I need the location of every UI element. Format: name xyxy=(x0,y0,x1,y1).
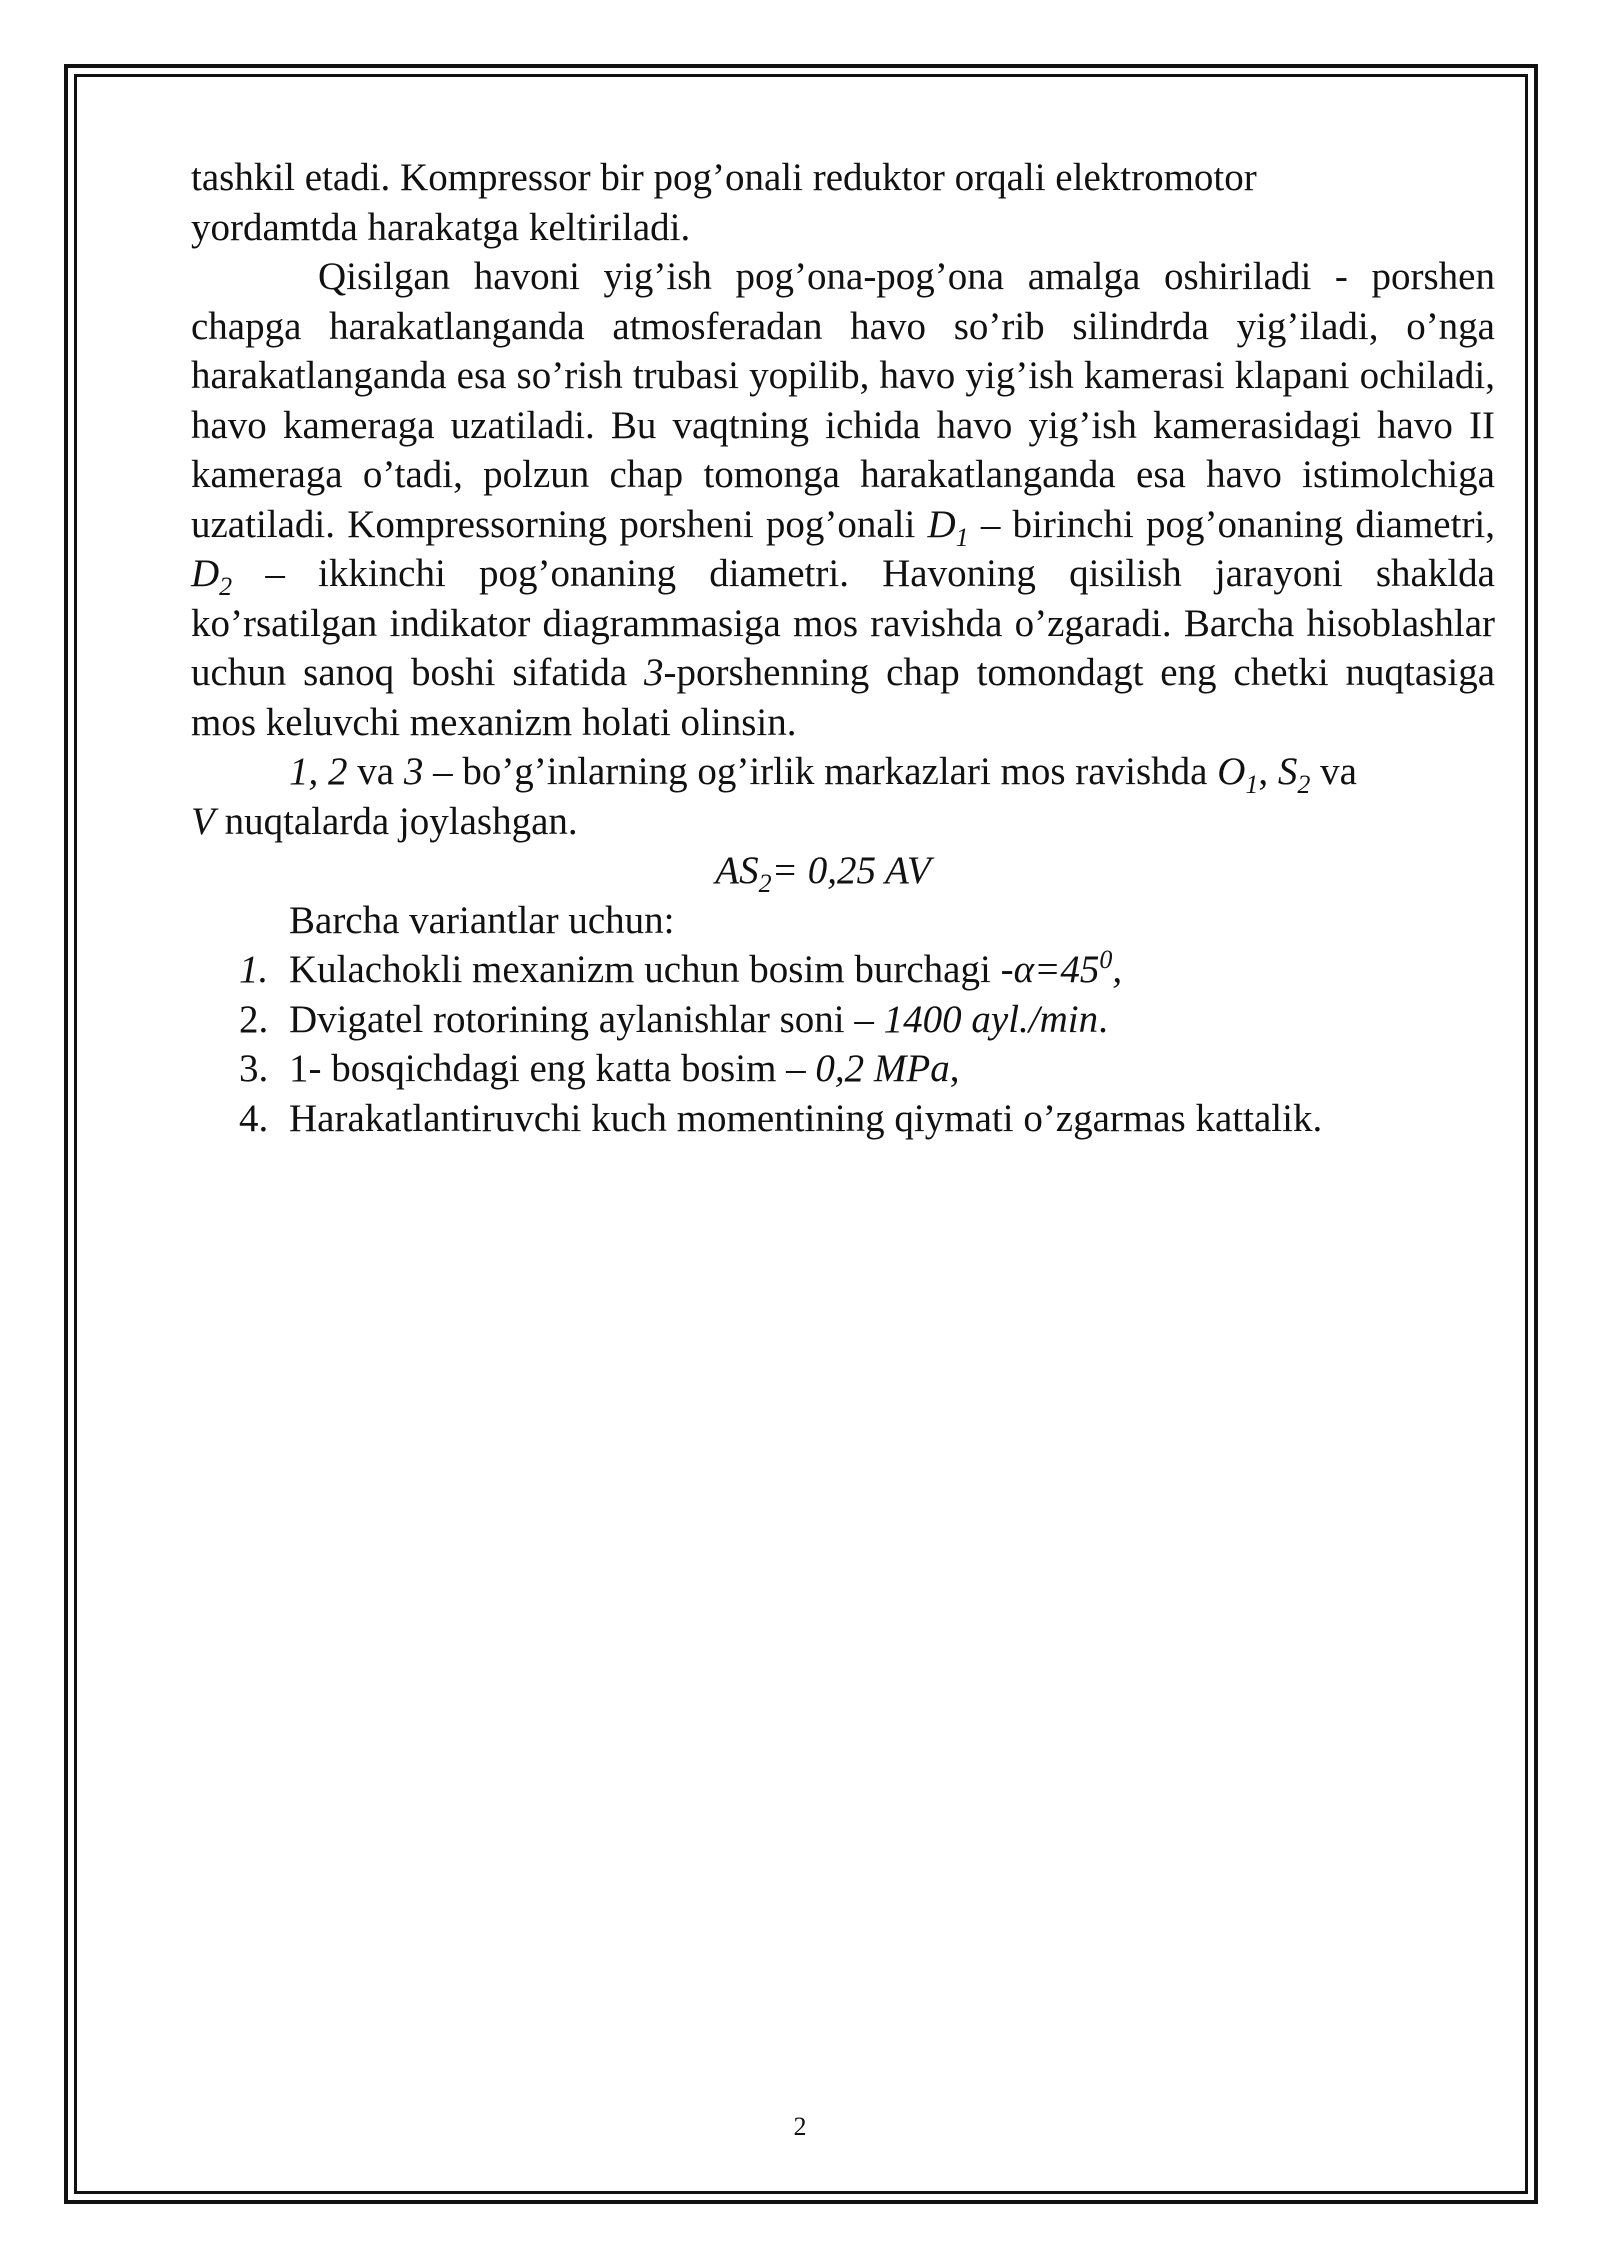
paragraph-line: tashkil etadi. Kompressor bir pog’onali reduktor orqali elektromotor xyxy=(191,156,1257,199)
variants-heading: Barcha variantlar uchun: xyxy=(289,898,675,942)
list-item: 2. Dvigatel rotorining aylanishlar soni – 1400 ayl./min. xyxy=(239,997,1108,1041)
symbol-d1: $D_1$ xyxy=(927,502,969,552)
text-run: nuqtalarda joylashgan. xyxy=(224,799,578,843)
paragraph-continuation xyxy=(191,153,1495,252)
symbol-3: 3 xyxy=(643,651,664,694)
variants-list xyxy=(191,945,1495,1143)
paragraph-centers-of-gravity: 1, 2 va 3 – bo’g’inlarning og’irlik markazlari mos ravishda $O_1$, $S_2$ va V nuqtalarda joylashgan. xyxy=(191,750,1357,843)
text-run: – birinchi pog’onaning diametri, xyxy=(980,502,1496,546)
text-run: Qisilgan havoni yig’ish pog’ona-pog’ona amalga oshiriladi - porshen chapga harakatlanganda atmosferadan havo so’rib silindrda yig’iladi, o’nga harakatlanganda esa so’rish trubasi yopilib, havo yig’ish kamerasi klapani ochiladi, havo kameraga uzatiladi. Bu vaqtning ichida havo yig’ish kamerasidagi havo II kameraga o’tadi, polzun chap tomonga harakatlanganda esa havo istimolchiga uzatiladi. Kompressorning porsheni pog’onali xyxy=(191,255,1495,546)
list-item: 1. Kulachokli mexanizm uchun bosim burchagi $-\alpha=45^0$, xyxy=(239,945,1123,991)
formula: $AS_2= 0,25$ AV xyxy=(715,849,931,898)
symbol-links: 1, 2 xyxy=(289,750,348,793)
paragraph-line: yordamtda harakatga keltiriladi. xyxy=(191,205,691,249)
text-run: – ikkinchi pog’onaning diametri. Havoning qisilish jarayoni shaklda ko’rsatilgan indikator diagrammasiga mos ravishda o’zgaradi. Barcha hisoblashlar uchun sanoq boshi sifatida xyxy=(191,552,1495,694)
symbol-d2: $D_2$ xyxy=(191,552,233,601)
text-run: – bo’g’inlarning og’irlik markazlari mos ravishda xyxy=(433,750,1208,793)
list-item: 3. 1- bosqichdagi eng katta bosim – 0,2 MPa, xyxy=(239,1047,960,1090)
symbol-v: V xyxy=(191,799,215,843)
page-number: 2 xyxy=(793,2112,807,2141)
symbol-link-3: 3 xyxy=(403,750,424,793)
alpha-symbol: α xyxy=(1013,948,1035,991)
symbol-o1: $O_1$ xyxy=(1217,750,1259,799)
symbol-s2: $S_2$ xyxy=(1277,750,1311,799)
paragraph-air-compression xyxy=(191,252,1495,747)
text-run: -porshenning chap tomondagt eng chetki nuqtasiga mos keluvchi mexanizm holati olinsin. xyxy=(191,651,1495,744)
page-content xyxy=(191,153,1495,1143)
list-item: 4. Harakatlantiruvchi kuch momentining qiymati o’zgarmas kattalik. xyxy=(239,1096,1323,1140)
